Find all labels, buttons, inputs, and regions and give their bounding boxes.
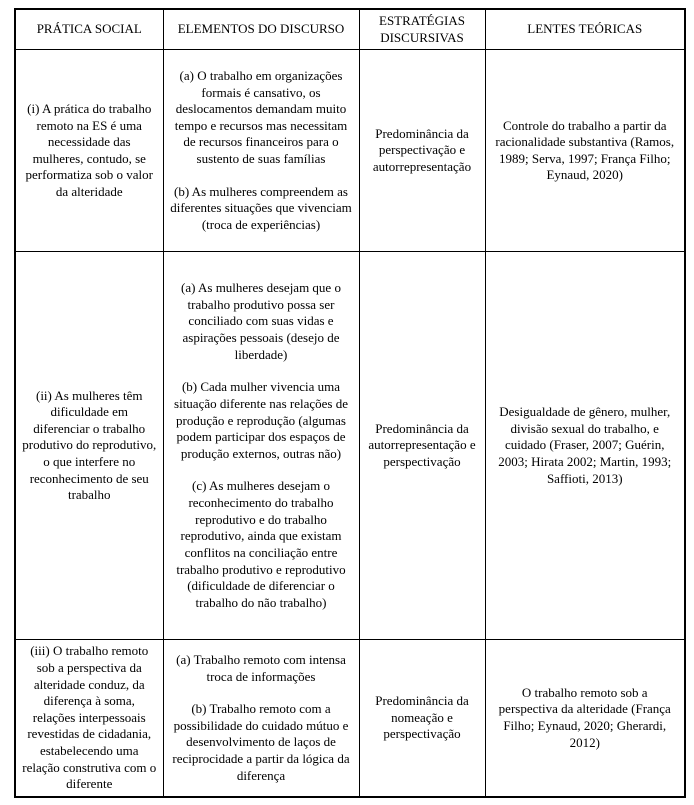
col-header-lentes-teoricas: LENTES TEÓRICAS [485,9,685,50]
col-header-pratica-social: PRÁTICA SOCIAL [15,9,163,50]
col-header-estrategias-discursivas: ESTRATÉGIAS DISCURSIVAS [359,9,485,50]
elemento-item-b: (b) Trabalho remoto com a possibilidade do cuidado mútuo e desenvolvimento de laços de reciprocidade a partir da lógica da diferença [172,701,350,783]
analysis-table [14,8,686,798]
cell-elementos-discurso [163,252,359,640]
cell-lentes-teoricas: O trabalho remoto sob a perspectiva da alteridade (França Filho; Eynaud, 2020; Gherardi, 2012) [485,640,685,797]
elemento-item-a: (a) O trabalho em organizações formais é cansativo, os deslocamentos demandam muito tempo e recursos mas necessitam de recursos financeiros para o sustento de suas famílias [174,67,348,167]
cell-estrategias-discursivas: Predominância da perspectivação e autorrepresentação [359,50,485,252]
elemento-item-a: (a) Trabalho remoto com intensa troca de informações [176,651,346,684]
col-header-elementos-discurso: ELEMENTOS DO DISCURSO [163,9,359,50]
elemento-item-b: (b) Cada mulher vivencia uma situação diferente nas relações de produção e reprodução (algumas podem participar dos espaços de produção externos, outras não) [174,379,348,461]
cell-estrategias-discursivas: Predominância da nomeação e perspectivação [359,640,485,797]
cell-pratica-social: (iii) O trabalho remoto sob a perspectiva da alteridade conduz, da diferença à soma, relações interpessoais revestidas de cidadania, estabelecendo uma relação construtiva com o diferente [15,640,163,797]
elemento-item-b: (b) As mulheres compreendem as diferentes situações que vivenciam (troca de experiências) [170,183,352,232]
cell-elementos-discurso [163,640,359,797]
table-header-row [15,9,685,50]
table-row [15,252,685,640]
cell-lentes-teoricas: Desigualdade de gênero, mulher, divisão sexual do trabalho, e cuidado (Fraser, 2007; Guérin, 2003; Hirata 2002; Martin, 1993; Saffioti, 2013) [485,252,685,640]
cell-pratica-social: (ii) As mulheres têm dificuldade em diferenciar o trabalho produtivo do reprodutivo, o que interfere no reconhecimento de seu trabalho [15,252,163,640]
cell-pratica-social: (i) A prática do trabalho remoto na ES é uma necessidade das mulheres, contudo, se performatiza sob o valor da alteridade [15,50,163,252]
table-row [15,50,685,252]
cell-lentes-teoricas: Controle do trabalho a partir da racionalidade substantiva (Ramos, 1989; Serva, 1997; França Filho; Eynaud, 2020) [485,50,685,252]
table-row [15,640,685,797]
elemento-item-a: (a) As mulheres desejam que o trabalho produtivo possa ser conciliado com suas vidas e aspirações pessoais (desejo de liberdade) [181,280,341,362]
elemento-item-c: (c) As mulheres desejam o reconhecimento do trabalho reprodutivo e do trabalho reprodutivo, ainda que existam conflitos na conciliação entre trabalho produtivo e reprodutivo (dificuldade de diferenciar o trabalho do não trabalho) [176,478,346,610]
cell-estrategias-discursivas: Predominância da autorrepresentação e perspectivação [359,252,485,640]
cell-elementos-discurso [163,50,359,252]
